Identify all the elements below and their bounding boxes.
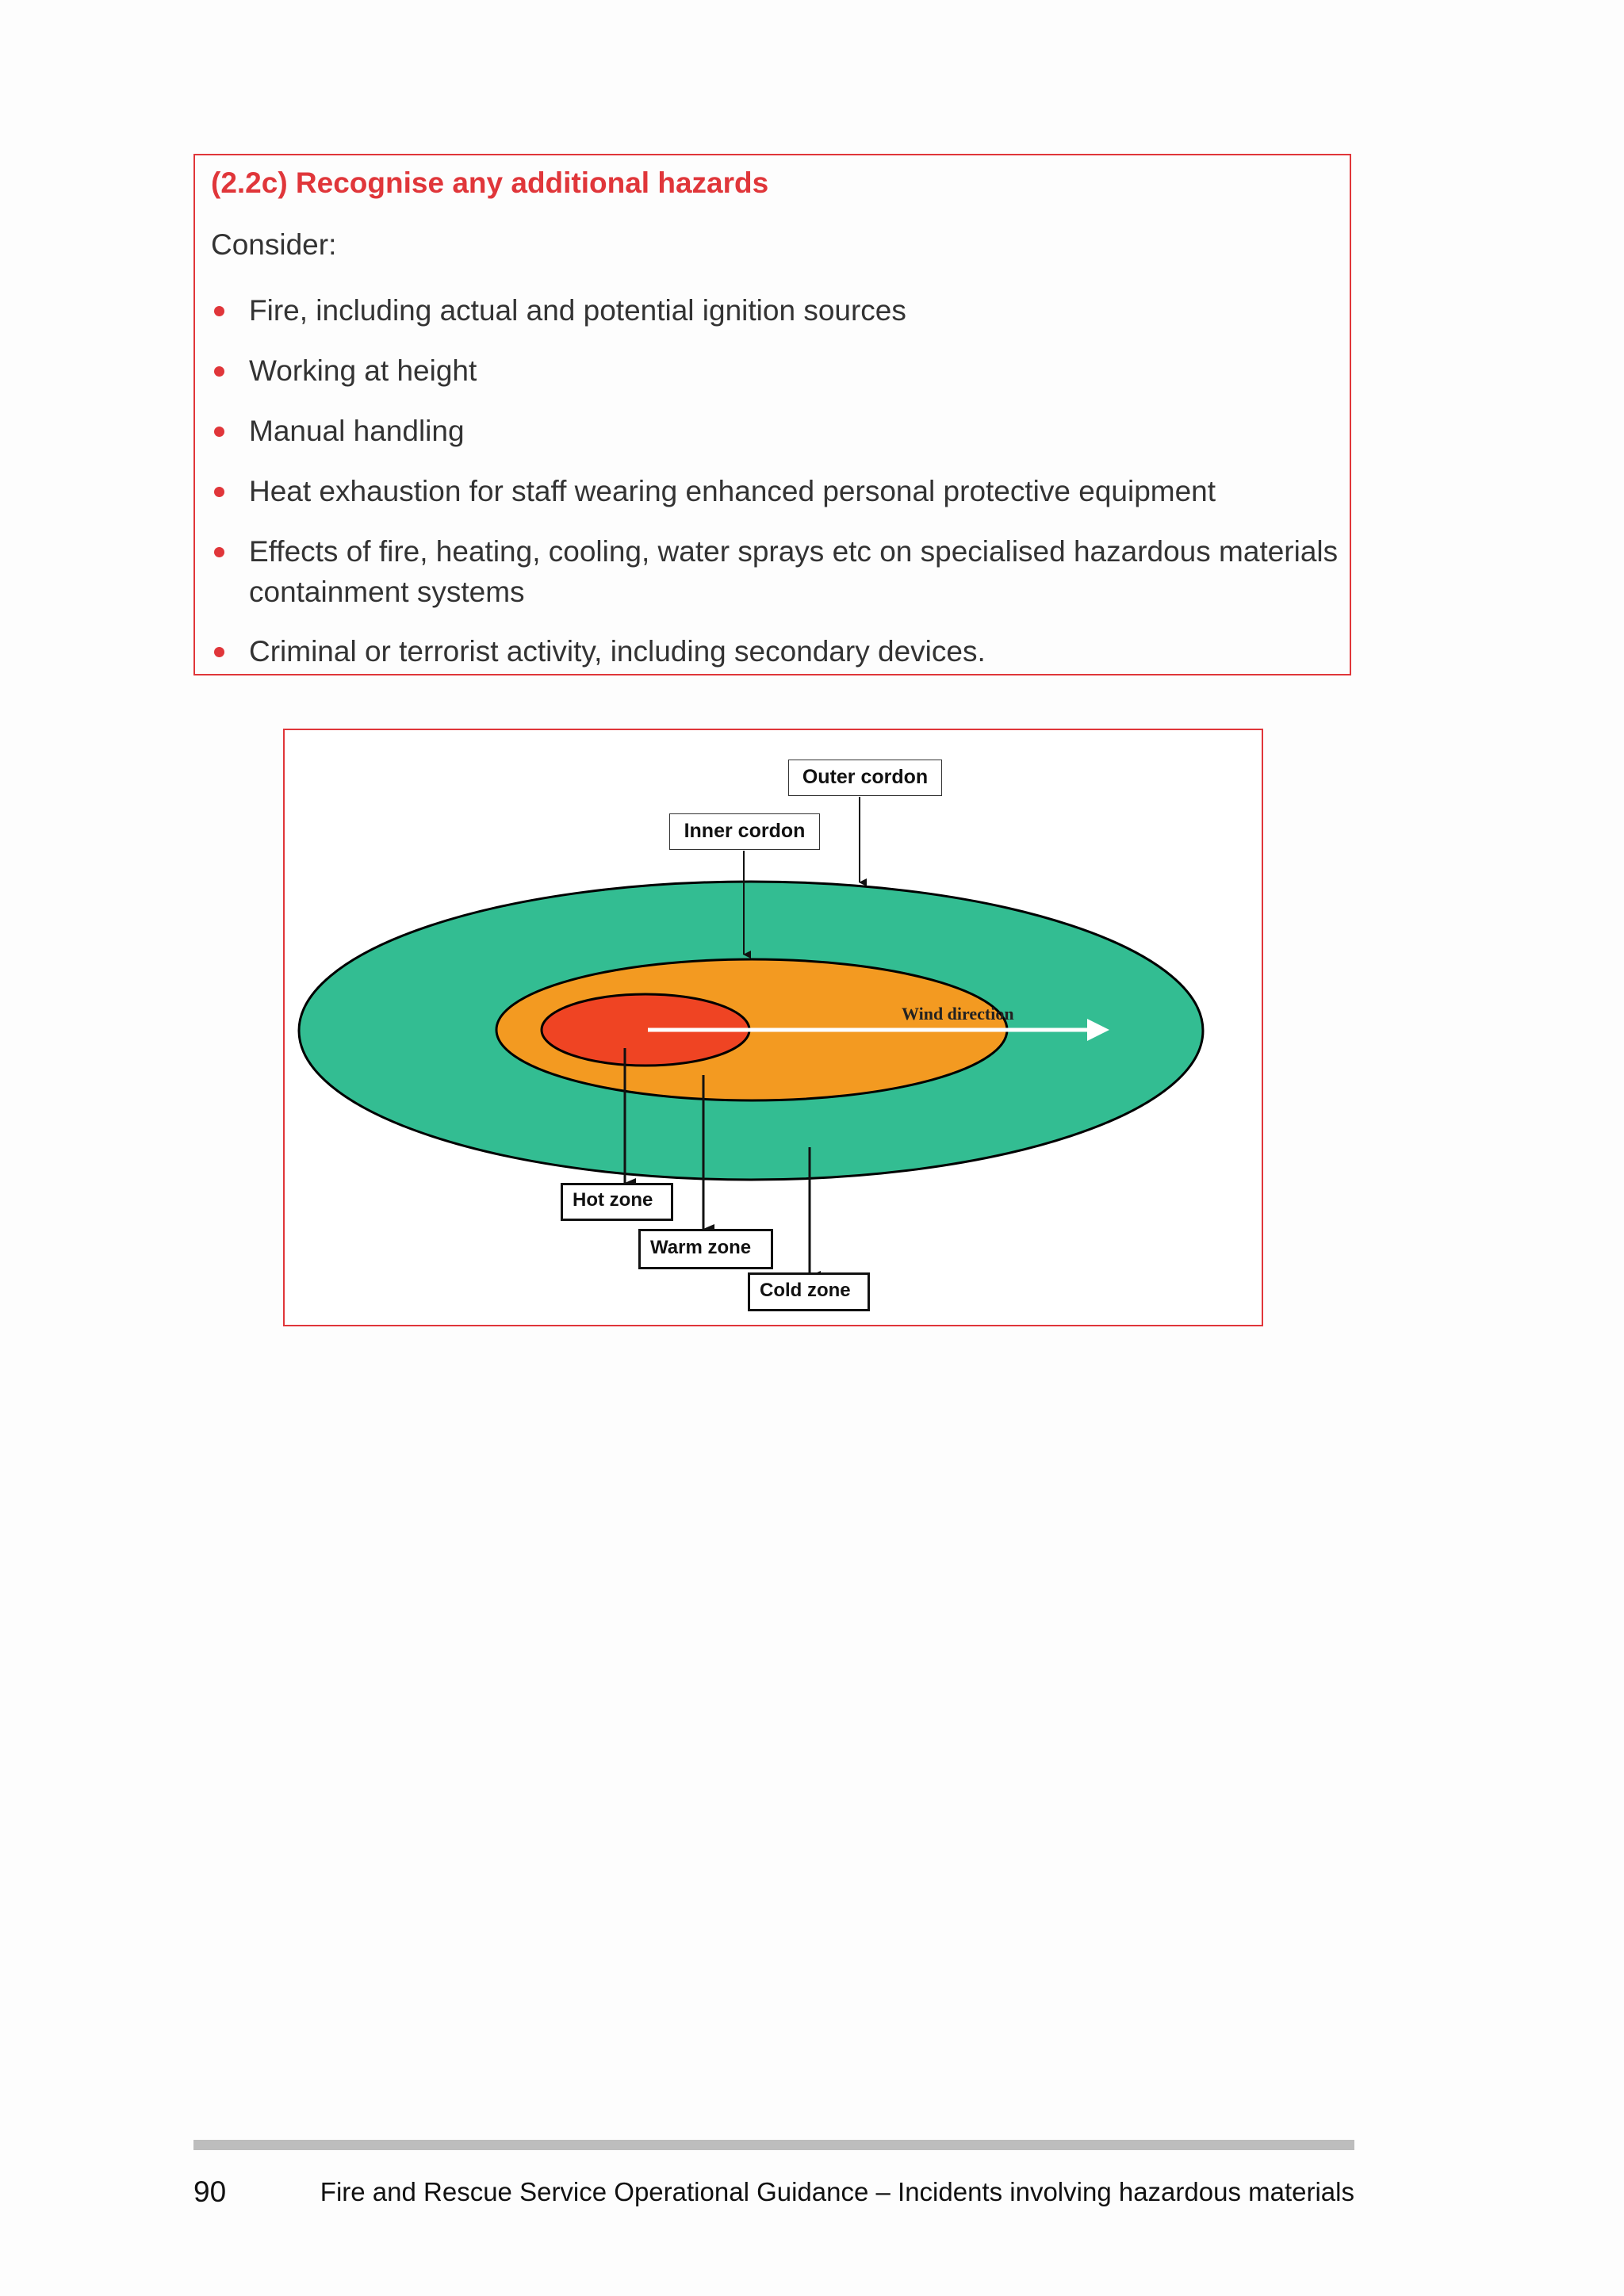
section-heading: (2.2c) Recognise any additional hazards [211, 166, 769, 199]
list-item-text: Heat exhaustion for staff wearing enhanced personal protective equipment [249, 475, 1216, 507]
list-item-text: Fire, including actual and potential ignition sources [249, 294, 906, 327]
bullet-icon [214, 366, 224, 377]
document-title: Fire and Rescue Service Operational Guidance – Incidents involving hazardous materials [320, 2177, 1354, 2206]
hazards-box [193, 154, 1351, 675]
list-item-text: Working at height [249, 354, 477, 387]
outer-cordon-label: Outer cordon [788, 760, 942, 796]
warm-zone-label: Warm zone [638, 1229, 773, 1269]
cordon-diagram [283, 729, 1263, 1326]
list-item-text: Manual handling [249, 415, 465, 447]
list-item-text: Criminal or terrorist activity, including secondary devices. [249, 635, 986, 668]
bullet-icon [214, 427, 224, 437]
hot-zone-label: Hot zone [561, 1183, 673, 1221]
bullet-icon [214, 647, 224, 657]
inner-cordon-label: Inner cordon [669, 813, 820, 850]
page-number: 90 [193, 2175, 227, 2208]
bullet-icon [214, 487, 224, 497]
footer-divider [193, 2140, 1354, 2150]
list-item-text: Effects of fire, heating, cooling, water sprays etc on specialised hazardous materials containment systems [249, 535, 1339, 608]
bullet-icon [214, 306, 224, 316]
wind-direction-label: Wind direction [902, 1004, 1014, 1024]
intro-text: Consider: [211, 228, 337, 261]
bullet-icon [214, 547, 224, 557]
cold-zone-label: Cold zone [748, 1272, 870, 1311]
